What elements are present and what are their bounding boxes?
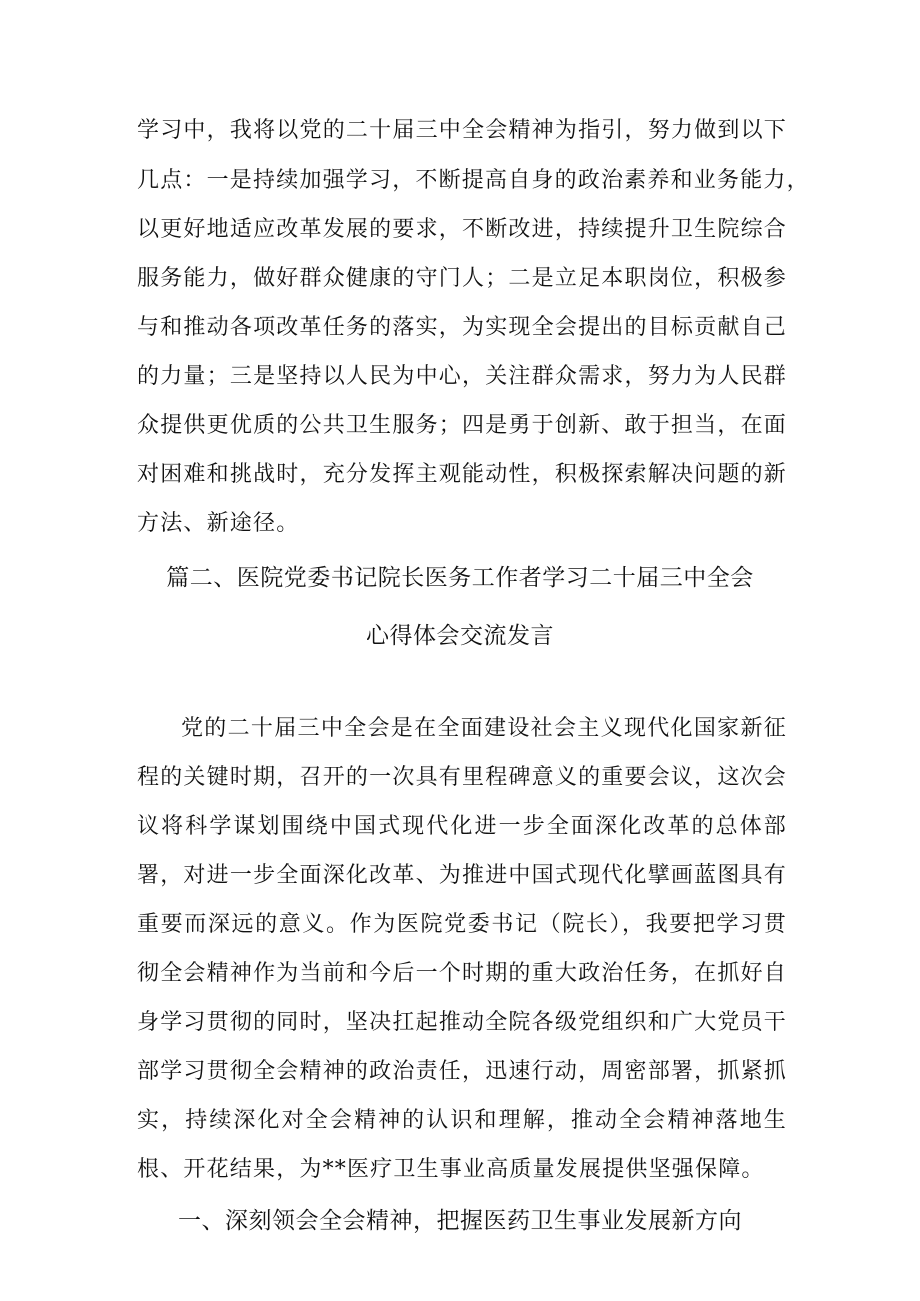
paragraph-2-line-1: 党的二十届三中全会是在全面建设社会主义现代化国家新征 xyxy=(181,716,787,741)
paragraph-2-line-2: 程的关键时期，召开的一次具有里程碑意义的重要会议，这次会 xyxy=(137,765,787,790)
paragraph-1-line-4: 服务能力，做好群众健康的守门人；二是立足本职岗位，积极参 xyxy=(137,266,787,291)
paragraph-1-line-2: 几点：一是持续加强学习，不断提高自身的政治素养和业务能力， xyxy=(137,168,810,193)
paragraph-2-line-3: 议将科学谋划围绕中国式现代化进一步全面深化改革的总体部 xyxy=(137,814,787,839)
paragraph-2-line-6: 彻全会精神作为当前和今后一个时期的重大政治任务，在抓好自 xyxy=(137,961,787,986)
paragraph-1-line-8: 对困难和挑战时，充分发挥主观能动性，积极探索解决问题的新 xyxy=(137,462,787,487)
paragraph-1-line-5: 与和推动各项改革任务的落实，为实现全会提出的目标贡献自己 xyxy=(137,315,787,340)
article-title-line-1: 篇二、医院党委书记院长医务工作者学习二十届三中全会 xyxy=(166,565,754,591)
paragraph-1-line-7: 众提供更优质的公共卫生服务；四是勇于创新、敢于担当，在面 xyxy=(137,413,787,438)
paragraph-2-line-4: 署，对进一步全面深化改革、为推进中国式现代化擘画蓝图具有 xyxy=(137,863,787,888)
paragraph-2-line-7: 身学习贯彻的同时，坚决扛起推动全院各级党组织和广大党员干 xyxy=(137,1010,787,1035)
section-heading: 一、深刻领会全会精神，把握医药卫生事业发展新方向 xyxy=(178,1208,742,1234)
paragraph-2-line-9: 实，持续深化对全会精神的认识和理解，推动全会精神落地生 xyxy=(137,1108,787,1133)
paragraph-1-line-6: 的力量；三是坚持以人民为中心，关注群众需求，努力为人民群 xyxy=(137,364,787,389)
paragraph-2-line-10: 根、开花结果，为**医疗卫生事业高质量发展提供坚强保障。 xyxy=(137,1157,765,1182)
paragraph-1-line-3: 以更好地适应改革发展的要求，不断改进，持续提升卫生院综合 xyxy=(137,217,787,242)
article-title-line-2: 心得体会交流发言 xyxy=(366,623,554,649)
paragraph-2-line-5: 重要而深远的意义。作为医院党委书记（院长），我要把学习贯 xyxy=(137,912,787,937)
paragraph-2-line-8: 部学习贯彻全会精神的政治责任，迅速行动，周密部署，抓紧抓 xyxy=(137,1059,787,1084)
paragraph-1-line-1: 学习中，我将以党的二十届三中全会精神为指引，努力做到以下 xyxy=(137,118,787,143)
paragraph-1-line-9: 方法、新途径。 xyxy=(137,511,300,536)
